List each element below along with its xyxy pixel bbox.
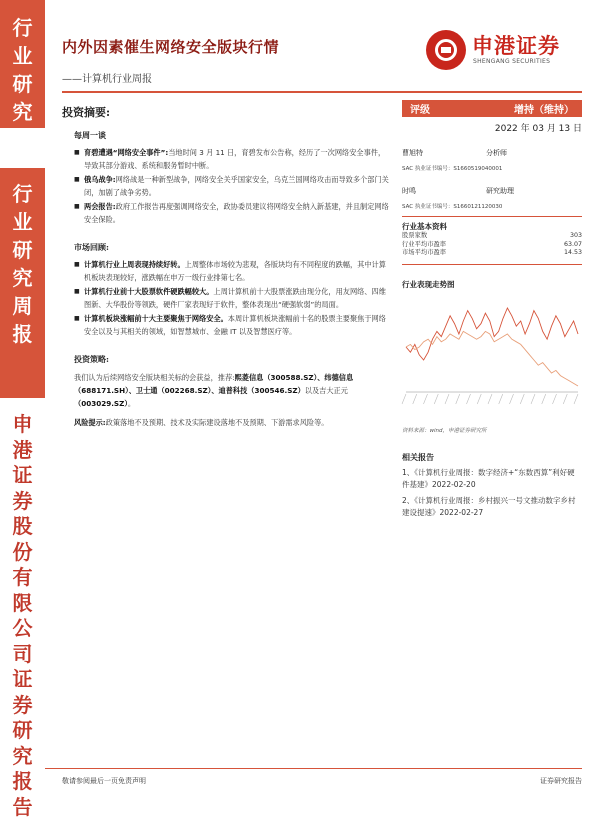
- x-tick: [402, 394, 406, 404]
- company-logo: [426, 30, 586, 72]
- list-item: ■ 两会报告:政府工作报告再度强调网络安全，政协委员建议将网络安全纳入新基建，并且制定网络安全保险。: [74, 201, 392, 226]
- chart-title: 行业表现走势图: [402, 279, 582, 290]
- report-link[interactable]: 1、《计算机行业周报：数字经济+“东数西算”利好硬件基建》2022-02-20: [402, 467, 582, 491]
- sidebar: [0, 0, 45, 800]
- chart-source: 资料来源：wind，申港证券研究所: [402, 426, 582, 434]
- divider: [402, 216, 582, 217]
- market-title: 市场回顾:: [74, 242, 392, 253]
- sidebar-char: 究: [13, 264, 33, 292]
- x-tick: [445, 394, 449, 404]
- sidebar-char: 周: [13, 292, 33, 320]
- sidebar-char: 份: [13, 540, 33, 566]
- risk-text: 风险提示:政策落地不及预期、技术及实际建设落地不及预期、下游需求风险等。: [74, 416, 392, 429]
- x-tick: [520, 394, 524, 404]
- sidebar-mid-label: [0, 168, 45, 398]
- sidebar-char: 司: [13, 642, 33, 668]
- sidebar-char: 证: [13, 667, 33, 693]
- sidebar-char: 证: [13, 463, 33, 489]
- weekly-title: 每周一谈: [74, 130, 392, 141]
- analyst-name: 曹旭特: [402, 148, 486, 158]
- analyst-sac: SAC 执业证书编号：S1660121120030: [402, 202, 582, 210]
- stat-row: 股票家数 303: [402, 232, 582, 241]
- sidebar-char: 研: [13, 70, 33, 98]
- x-tick: [413, 394, 417, 404]
- x-tick: [563, 394, 567, 404]
- list-item: ■ 育碧遭遇“网络安全事件”:当地时间 3 月 11 日，育碧发布公告称，经历了一次网络安全事件，导致其部分游戏、系统和服务暂时中断。: [74, 147, 392, 172]
- divider: [402, 264, 582, 265]
- reports-title: 相关报告: [402, 452, 582, 463]
- sidebar-char: 业: [13, 42, 33, 70]
- investment-summary: [62, 104, 392, 429]
- x-tick: [488, 394, 492, 404]
- series-line-0: [406, 308, 578, 360]
- header-divider: [62, 91, 582, 93]
- page-title: 内外因素催生网络安全版块行情: [62, 36, 279, 57]
- logo-name-en: SHENGANG SECURITIES: [473, 58, 550, 65]
- weekly-list: [74, 147, 392, 226]
- industry-title: 行业基本资料: [402, 221, 582, 232]
- analyst-role: 研究助理: [486, 186, 514, 196]
- sidebar-char: 告: [13, 795, 33, 820]
- page-subtitle: ——计算机行业周报: [62, 70, 152, 85]
- x-tick: [542, 394, 546, 404]
- sidebar-char: 限: [13, 591, 33, 617]
- strategy-title: 投资策略:: [74, 354, 392, 365]
- analyst: [402, 186, 582, 196]
- list-item: ■ 计算机行业上周表现持续好转。上周整体市场较为悲观，各版块均有不同程度的跌幅，其中计算机板块表现较好，涨跌幅在申万一级行业排第七名。: [74, 259, 392, 284]
- x-tick: [434, 394, 438, 404]
- industry-chart: [402, 296, 582, 416]
- sidebar-char: 公: [13, 616, 33, 642]
- x-tick: [456, 394, 460, 404]
- analyst: [402, 148, 582, 158]
- sidebar-top-label: [0, 0, 45, 128]
- sidebar-char: 港: [13, 438, 33, 464]
- stat-row: 市场平均市盈率 14.53: [402, 249, 582, 258]
- x-tick: [510, 394, 514, 404]
- footer-disclaimer: 敬请参阅最后一页免责声明: [62, 776, 146, 786]
- x-tick: [424, 394, 428, 404]
- sidebar-char: 业: [13, 208, 33, 236]
- series-line-1: [406, 331, 578, 386]
- sidebar-char: 股: [13, 514, 33, 540]
- sidebar-char: 行: [13, 180, 33, 208]
- logo-icon: [426, 30, 466, 70]
- sidebar-char: 究: [13, 744, 33, 770]
- analyst-role: 分析师: [486, 148, 507, 158]
- analyst-name: 时鸣: [402, 186, 486, 196]
- rating-bar: [402, 100, 582, 117]
- analyst-sac: SAC 执业证书编号：S1660519040001: [402, 164, 582, 172]
- info-panel: [402, 100, 582, 519]
- x-tick: [531, 394, 535, 404]
- list-item: ■ 计算机行业前十大股票软件硬跌幅较大。上周计算机前十大股票涨跌由现分化，用友网络、四维图新、大华股份等领跌，硬件厂家表现好于软件，整体表现出“硬强软弱”的局面。: [74, 286, 392, 311]
- x-tick: [499, 394, 503, 404]
- x-tick: [467, 394, 471, 404]
- x-tick: [574, 394, 578, 404]
- sidebar-char: 有: [13, 565, 33, 591]
- sidebar-char: 研: [13, 236, 33, 264]
- list-item: ■ 计算机板块涨幅前十大主要聚焦于网络安全。本周计算机板块涨幅前十名的股票主要聚焦于网络安全以及与其相关的领域，如智慧城市、金融 IT 以及智慧医疗等。: [74, 313, 392, 338]
- list-item: ■ 俄乌战争:网络战是一种新型战争，网络安全关乎国家安全，乌克兰国网络攻击而导致多个部门关闭，加剧了战争劣势。: [74, 174, 392, 199]
- sidebar-char: 报: [13, 320, 33, 348]
- sidebar-char: 申: [13, 412, 33, 438]
- footer-label: 证券研究报告: [540, 776, 582, 786]
- stat-row: 行业平均市盈率 63.07: [402, 241, 582, 250]
- x-tick: [477, 394, 481, 404]
- report-date: 2022 年 03 月 13 日: [402, 121, 582, 134]
- sidebar-char: 究: [13, 98, 33, 126]
- summary-title: 投资摘要:: [62, 104, 392, 120]
- report-link[interactable]: 2、《计算机行业周报：乡村振兴一号文推动数字乡村建设提速》2022-02-27: [402, 495, 582, 519]
- sidebar-char: 券: [13, 489, 33, 515]
- market-list: [74, 259, 392, 338]
- logo-name: 申港证券: [472, 30, 560, 60]
- sidebar-company-label: [0, 398, 45, 800]
- rating-value: 增持（维持）: [514, 101, 574, 116]
- sidebar-char: 行: [13, 14, 33, 42]
- sidebar-char: 报: [13, 769, 33, 795]
- sidebar-char: 研: [13, 718, 33, 744]
- x-tick: [553, 394, 557, 404]
- strategy-text: 我们认为后续网络安全版块相关标的会获益，推荐:熙菱信息（300588.SZ）、纬德信息（688171.SH）、卫士通（002268.SZ）、迪普科技（300546.SZ）以及吉大正元（003029.SZ）。: [74, 371, 392, 410]
- rating-label: 评级: [410, 101, 430, 116]
- footer-divider: [45, 768, 582, 769]
- sidebar-char: 券: [13, 693, 33, 719]
